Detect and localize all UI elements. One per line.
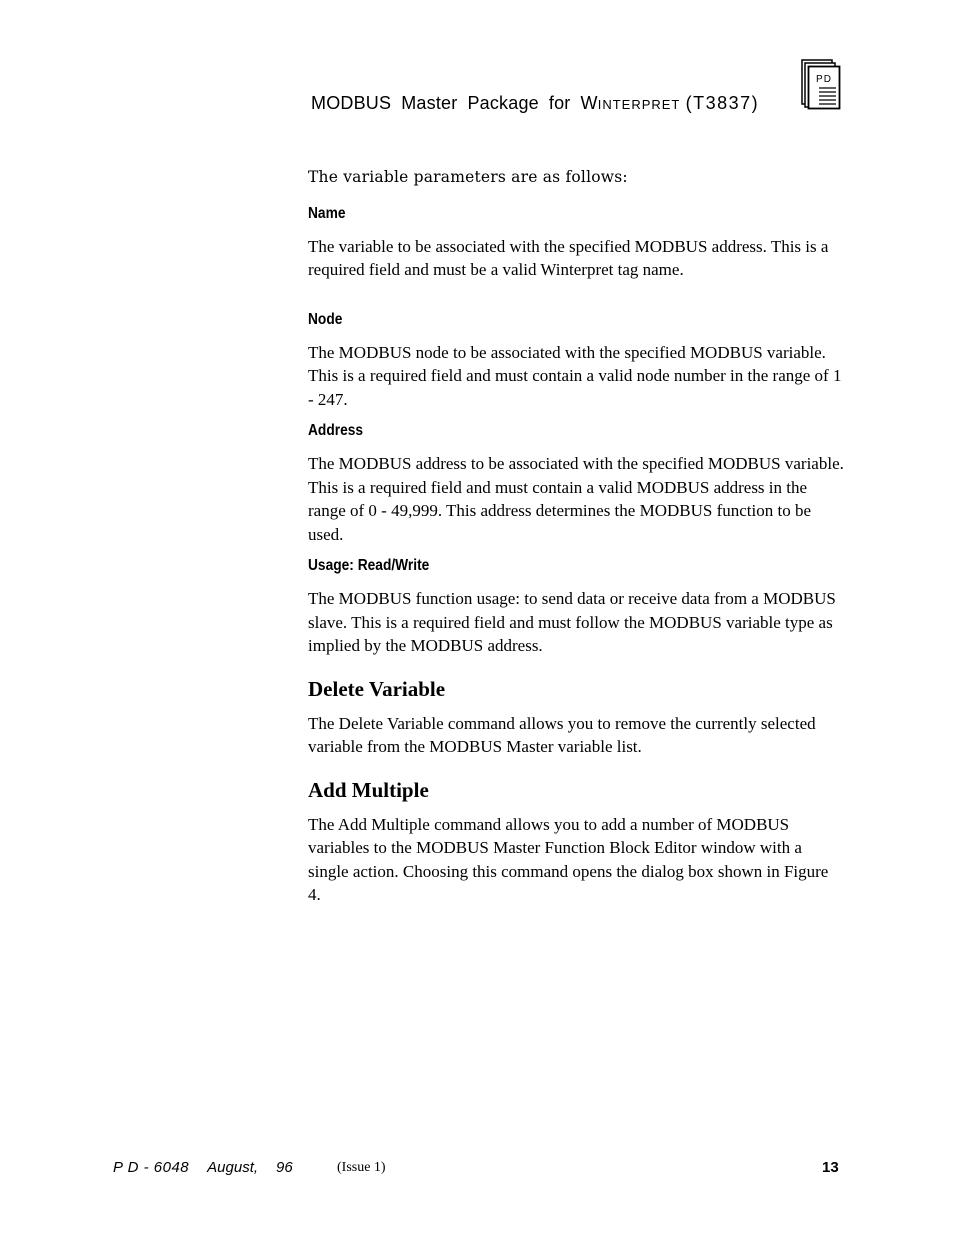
section-text-delete-variable: The Delete Variable command allows you to remove the currently selected variable from the MODBUS Master variable list. — [308, 713, 816, 756]
header-winterpret-initial: W — [580, 93, 598, 113]
running-header — [311, 93, 759, 114]
footer-issue: (Issue 1) — [337, 1160, 386, 1175]
param-heading-usage: Usage: Read/Write — [308, 557, 430, 574]
footer-doc-info — [113, 1159, 293, 1176]
pd-document-icon — [800, 58, 842, 112]
footer-page-number: 13 — [822, 1159, 839, 1176]
footer-doc-number: P D - 6048 — [113, 1159, 190, 1176]
footer-month: August, — [207, 1159, 259, 1176]
section-heading-add-multiple: Add Multiple — [308, 777, 429, 802]
section-heading-delete-variable: Delete Variable — [308, 676, 446, 701]
param-text-usage: The MODBUS function usage: to send data or receive data from a MODBUS slave. This is a required field and must follow the MODBUS variable type as implied by the MODBUS address. — [308, 589, 836, 655]
intro-text: The variable parameters are as follows: — [308, 168, 628, 186]
logo-text: PD — [816, 74, 832, 85]
footer-year: 96 — [276, 1159, 293, 1176]
param-text-node: The MODBUS node to be associated with the specified MODBUS variable. This is a required field and must contain a valid node number in the range of 1 - 247. — [308, 342, 842, 409]
header-product-code: (T3837) — [685, 93, 760, 113]
header-word: Master — [401, 93, 458, 113]
param-text-name: The variable to be associated with the specified MODBUS address. This is a required field and must be a valid Winterpret tag name. — [308, 236, 829, 279]
header-word: Package — [467, 93, 539, 113]
header-word: for — [548, 93, 571, 113]
section-text-add-multiple: The Add Multiple command allows you to add a number of MODBUS variables to the MODBUS Master Function Block Editor window with a single action. Choosing this command opens the dialog box shown in Figure 4. — [308, 814, 829, 904]
header-winterpret-rest: INTERPRET — [597, 97, 681, 112]
header-word: MODBUS — [311, 93, 392, 113]
param-heading-address: Address — [308, 422, 364, 439]
param-heading-node: Node — [308, 310, 343, 328]
main-content — [308, 166, 844, 907]
param-text-address: The MODBUS address to be associated with the specified MODBUS variable. This is a required field and must contain a valid MODBUS address in the range of 0 - 49,999. This address determines the MODBUS function to be used. — [308, 454, 844, 544]
param-heading-name: Name — [308, 204, 346, 222]
